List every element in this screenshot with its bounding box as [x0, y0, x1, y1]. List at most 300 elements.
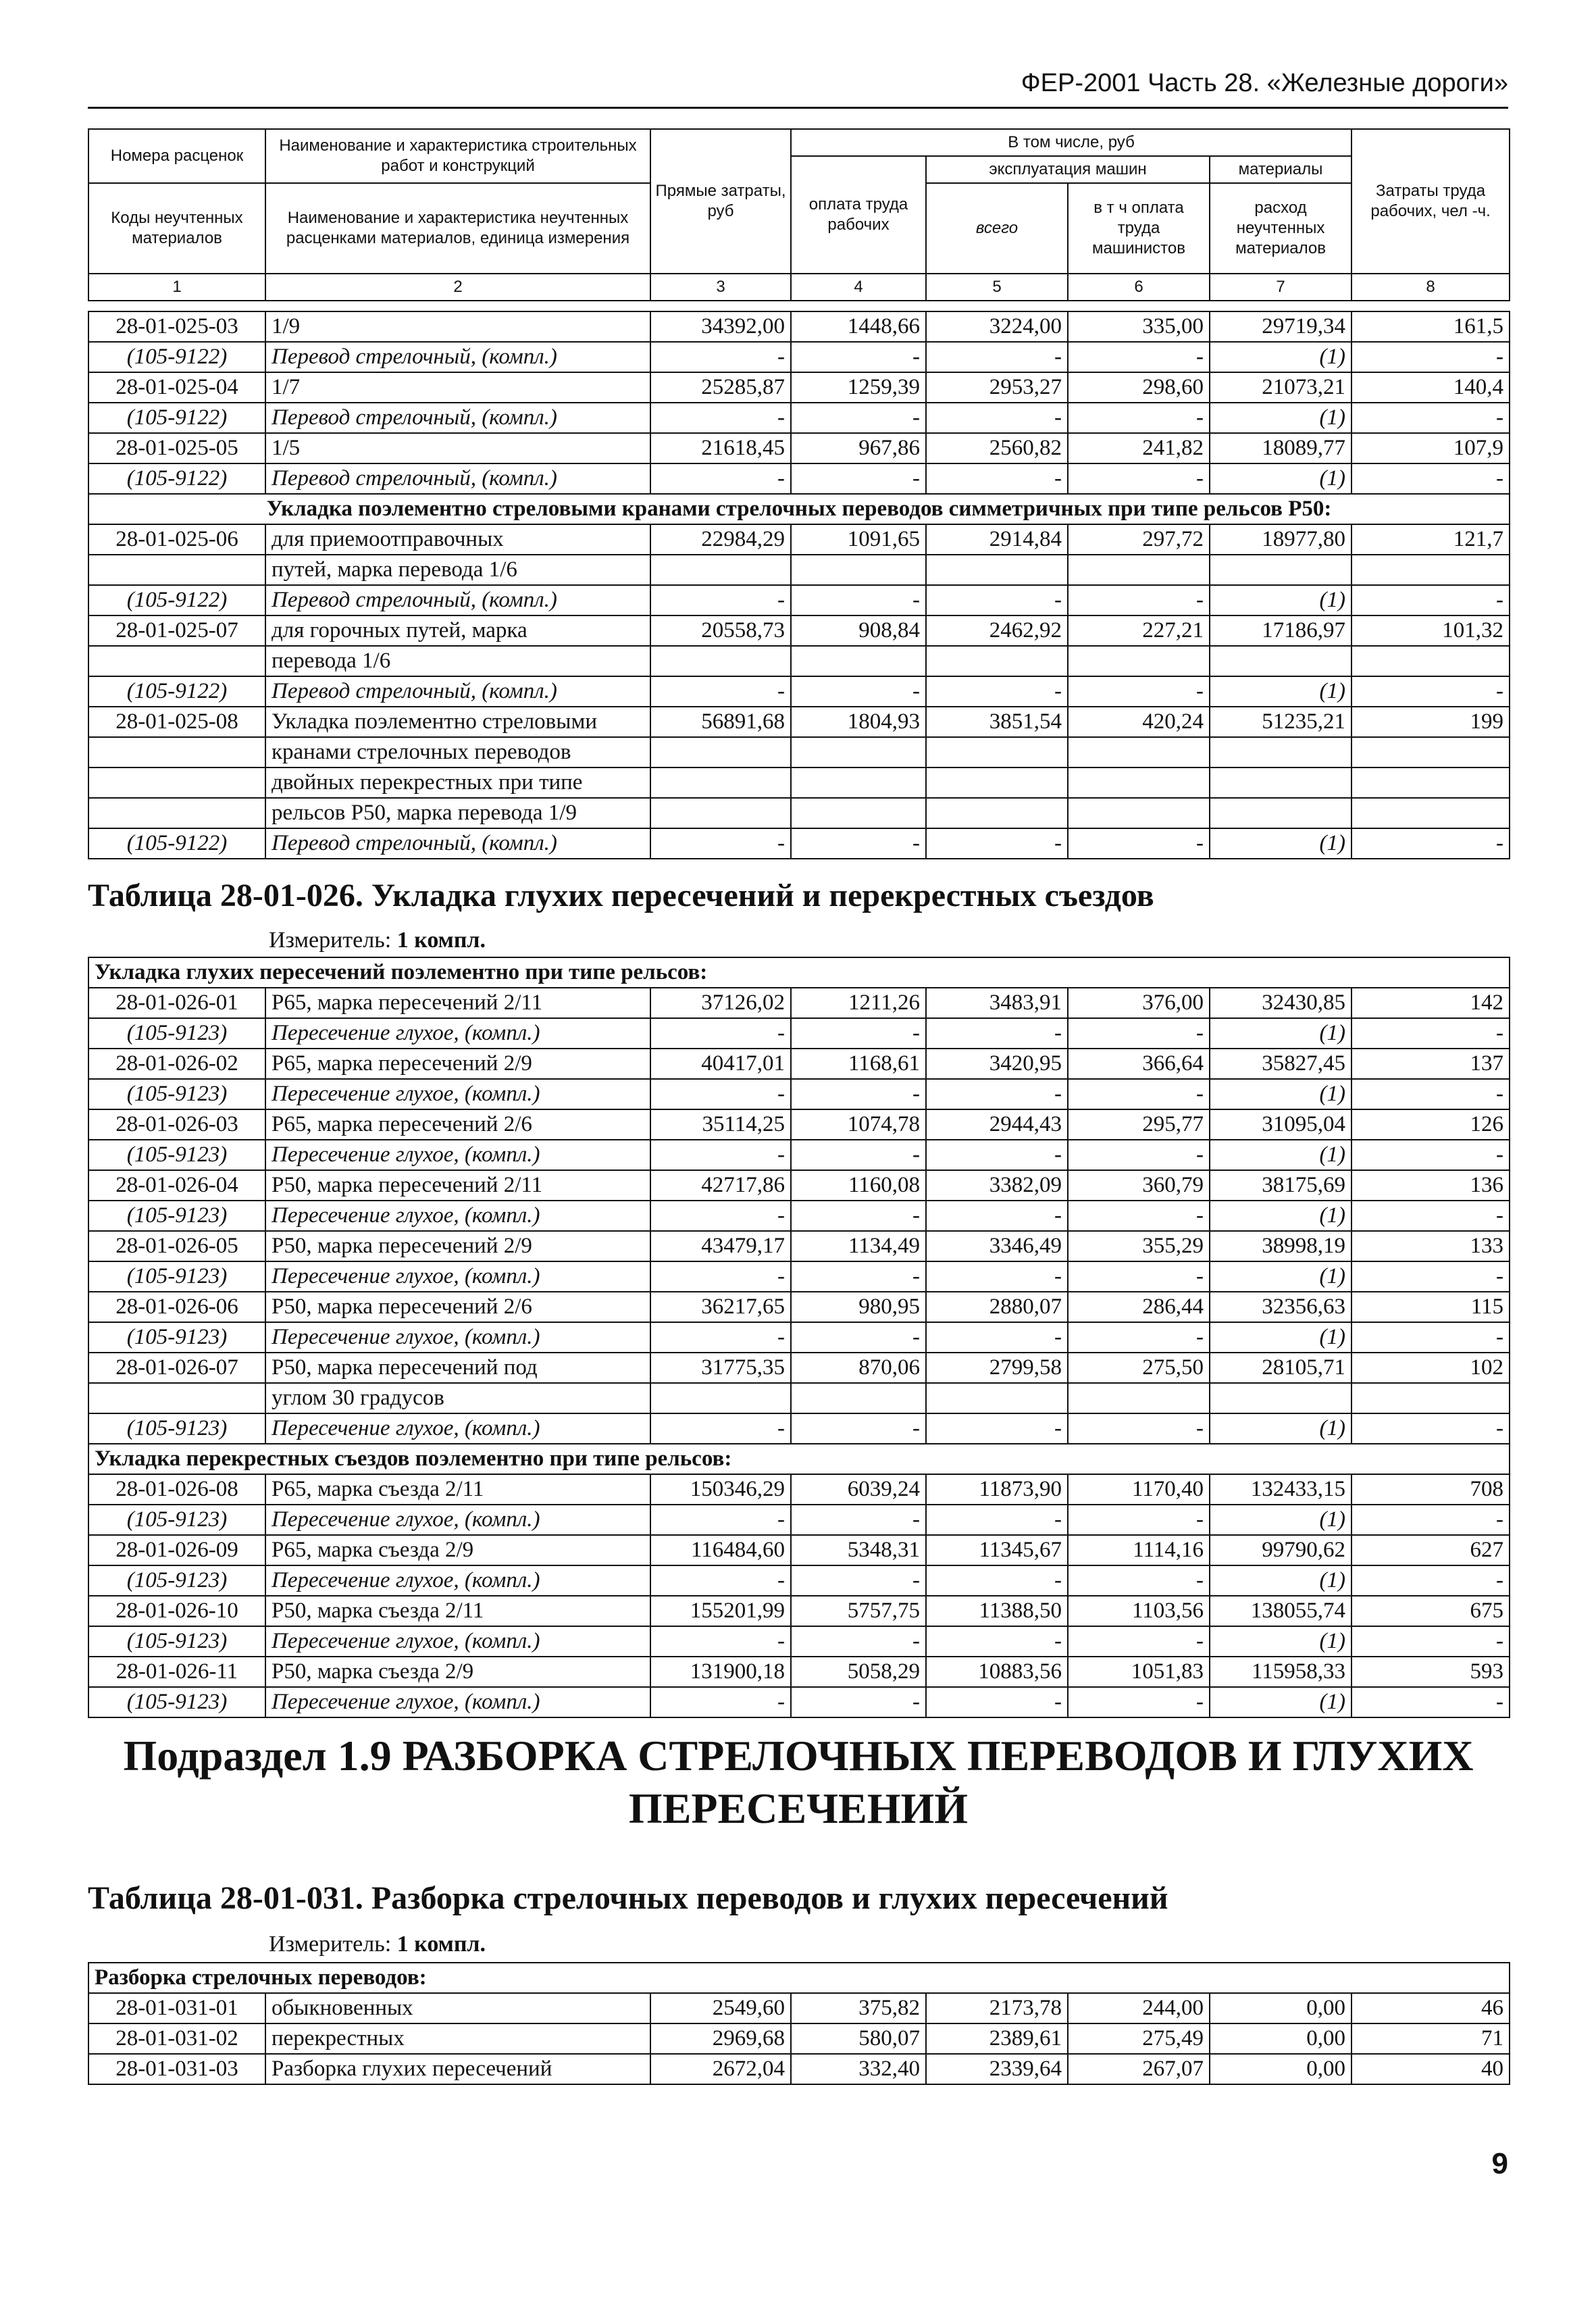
materials-cell: 17186,97 — [1210, 615, 1352, 646]
machinist-wages-cell: 295,77 — [1068, 1109, 1210, 1140]
empty-cell — [1210, 555, 1352, 585]
material-name: Пересечение глухое, (компл.) — [265, 1413, 650, 1444]
section-heading: Разборка стрелочных переводов: — [88, 1963, 1510, 1993]
subsection-heading-line2: ПЕРЕСЕЧЕНИЙ — [628, 1784, 969, 1832]
labor-hours-cell: - — [1352, 403, 1510, 433]
machinist-wages-cell: 1114,16 — [1068, 1535, 1210, 1565]
material-code: (105-9122) — [88, 463, 265, 494]
rate-name: Р65, марка пересечений 2/9 — [265, 1049, 650, 1079]
machinist-wages-cell: - — [1068, 1018, 1210, 1049]
wages-cell: 870,06 — [791, 1353, 926, 1383]
rate-row — [88, 1353, 1510, 1383]
machines-total-cell: 3224,00 — [926, 311, 1068, 342]
machinist-wages-cell: - — [1068, 1505, 1210, 1535]
direct-costs-cell: 2549,60 — [650, 1993, 791, 2023]
machines-total-cell: 3382,09 — [926, 1170, 1068, 1201]
materials-cell: 31095,04 — [1210, 1109, 1352, 1140]
document-title: ФЕР-2001 Часть 28. «Железные дороги» — [1021, 69, 1508, 97]
wages-cell: 6039,24 — [791, 1474, 926, 1505]
empty-cell — [1068, 646, 1210, 676]
table-026-title: Таблица 28-01-026. Укладка глухих пересечений и перекрестных съездов — [88, 878, 1154, 913]
column-number: 4 — [791, 274, 926, 301]
rate-name: Укладка поэлементно стреловыми — [265, 707, 650, 737]
materials-cell: (1) — [1210, 1322, 1352, 1353]
machines-total-cell: 2953,27 — [926, 372, 1068, 403]
rate-code: 28-01-025-08 — [88, 707, 265, 737]
header-material-consumption: расход неучтенных материалов — [1210, 183, 1352, 274]
direct-costs-cell: 116484,60 — [650, 1535, 791, 1565]
direct-costs-cell: - — [650, 1565, 791, 1596]
table-031-unit — [269, 1930, 486, 1959]
labor-hours-cell: 137 — [1352, 1049, 1510, 1079]
section-heading: Укладка поэлементно стреловыми кранами стрелочных переводов симметричных при типе рельсов Р50: — [88, 494, 1510, 524]
labor-hours-cell: - — [1352, 1322, 1510, 1353]
wages-cell: 908,84 — [791, 615, 926, 646]
rate-name: Р50, марка пересечений 2/9 — [265, 1231, 650, 1261]
empty-cell — [791, 1383, 926, 1413]
material-name: Перевод стрелочный, (компл.) — [265, 676, 650, 707]
rate-code: 28-01-026-07 — [88, 1353, 265, 1383]
header-material-names: Наименование и характеристика неучтенных расценками материалов, единица измерения — [265, 183, 650, 274]
wages-cell: 1074,78 — [791, 1109, 926, 1140]
machines-total-cell: 2944,43 — [926, 1109, 1068, 1140]
unit-value: 1 компл. — [396, 928, 486, 953]
rate-code: 28-01-026-06 — [88, 1292, 265, 1322]
unit-label: Измеритель: — [269, 928, 392, 953]
materials-cell: (1) — [1210, 828, 1352, 859]
direct-costs-cell: - — [650, 1201, 791, 1231]
wages-cell: - — [791, 1079, 926, 1109]
direct-costs-cell: 40417,01 — [650, 1049, 791, 1079]
header-machines-total: всего — [926, 183, 1068, 274]
empty-cell — [1210, 646, 1352, 676]
machinist-wages-cell: 355,29 — [1068, 1231, 1210, 1261]
material-code: (105-9123) — [88, 1261, 265, 1292]
direct-costs-cell: 34392,00 — [650, 311, 791, 342]
rate-code: 28-01-026-01 — [88, 988, 265, 1018]
rate-code: 28-01-025-07 — [88, 615, 265, 646]
rate-row — [88, 707, 1510, 737]
empty-cell — [1068, 737, 1210, 768]
machinist-wages-cell: - — [1068, 1565, 1210, 1596]
wages-cell: 1168,61 — [791, 1049, 926, 1079]
material-row — [88, 828, 1510, 859]
column-number: 5 — [926, 274, 1068, 301]
wages-cell: - — [791, 1140, 926, 1170]
material-name: Пересечение глухое, (компл.) — [265, 1626, 650, 1657]
column-number: 2 — [265, 274, 650, 301]
machinist-wages-cell: - — [1068, 342, 1210, 372]
rate-row — [88, 988, 1510, 1018]
column-number: 3 — [650, 274, 791, 301]
labor-hours-cell: 133 — [1352, 1231, 1510, 1261]
rate-name: для приемоотправочных — [265, 524, 650, 555]
labor-hours-cell: - — [1352, 1626, 1510, 1657]
wages-cell: 332,40 — [791, 2054, 926, 2084]
direct-costs-cell: 42717,86 — [650, 1170, 791, 1201]
table-031-title: Таблица 28-01-031. Разборка стрелочных переводов и глухих пересечений — [88, 1880, 1168, 1916]
wages-cell: 5348,31 — [791, 1535, 926, 1565]
materials-cell: 51235,21 — [1210, 707, 1352, 737]
material-code: (105-9123) — [88, 1413, 265, 1444]
machinist-wages-cell: 1051,83 — [1068, 1657, 1210, 1687]
rate-row — [88, 2023, 1510, 2054]
wages-cell: - — [791, 463, 926, 494]
materials-cell: (1) — [1210, 1565, 1352, 1596]
material-name: Перевод стрелочный, (компл.) — [265, 342, 650, 372]
machinist-wages-cell: 376,00 — [1068, 988, 1210, 1018]
machinist-wages-cell: 420,24 — [1068, 707, 1210, 737]
unit-value: 1 компл. — [396, 1932, 486, 1957]
empty-cell — [791, 768, 926, 798]
empty-cell — [1352, 798, 1510, 828]
wages-cell: 375,82 — [791, 1993, 926, 2023]
machines-total-cell: 3483,91 — [926, 988, 1068, 1018]
wages-cell: - — [791, 1201, 926, 1231]
material-code: (105-9123) — [88, 1018, 265, 1049]
material-name: Пересечение глухое, (компл.) — [265, 1505, 650, 1535]
empty-cell — [926, 768, 1068, 798]
direct-costs-cell: 56891,68 — [650, 707, 791, 737]
empty-cell — [1210, 798, 1352, 828]
materials-cell: 18977,80 — [1210, 524, 1352, 555]
machinist-wages-cell: - — [1068, 463, 1210, 494]
labor-hours-cell: 40 — [1352, 2054, 1510, 2084]
wages-cell: 1160,08 — [791, 1170, 926, 1201]
labor-hours-cell: - — [1352, 1201, 1510, 1231]
empty-cell — [650, 798, 791, 828]
empty-cell — [1352, 555, 1510, 585]
column-number: 7 — [1210, 274, 1352, 301]
material-row — [88, 1261, 1510, 1292]
empty-cell — [791, 555, 926, 585]
material-row — [88, 1565, 1510, 1596]
rate-name-continuation-row — [88, 555, 1510, 585]
labor-hours-cell: 126 — [1352, 1109, 1510, 1140]
direct-costs-cell: - — [650, 403, 791, 433]
materials-cell: (1) — [1210, 1201, 1352, 1231]
material-name: Пересечение глухое, (компл.) — [265, 1261, 650, 1292]
material-name: Перевод стрелочный, (компл.) — [265, 828, 650, 859]
section-row — [88, 957, 1510, 988]
material-code: (105-9123) — [88, 1140, 265, 1170]
machinist-wages-cell: - — [1068, 1140, 1210, 1170]
section-heading: Укладка глухих пересечений поэлементно при типе рельсов: — [88, 957, 1510, 988]
machines-total-cell: 2799,58 — [926, 1353, 1068, 1383]
labor-hours-cell: 115 — [1352, 1292, 1510, 1322]
empty-cell — [791, 737, 926, 768]
wages-cell: - — [791, 1687, 926, 1717]
machinist-wages-cell: 286,44 — [1068, 1292, 1210, 1322]
rate-code: 28-01-026-08 — [88, 1474, 265, 1505]
direct-costs-cell: 131900,18 — [650, 1657, 791, 1687]
machines-total-cell: - — [926, 1565, 1068, 1596]
wages-cell: - — [791, 828, 926, 859]
materials-cell: 38998,19 — [1210, 1231, 1352, 1261]
material-row — [88, 342, 1510, 372]
machines-total-cell: - — [926, 1018, 1068, 1049]
empty-cell — [926, 1383, 1068, 1413]
empty-cell — [650, 737, 791, 768]
materials-cell: (1) — [1210, 1261, 1352, 1292]
rate-name: 1/9 — [265, 311, 650, 342]
machines-total-cell: 10883,56 — [926, 1657, 1068, 1687]
empty-cell — [650, 1383, 791, 1413]
materials-cell: (1) — [1210, 1079, 1352, 1109]
material-row — [88, 463, 1510, 494]
direct-costs-cell: - — [650, 1626, 791, 1657]
material-name: Перевод стрелочный, (компл.) — [265, 585, 650, 615]
materials-cell: 0,00 — [1210, 1993, 1352, 2023]
rate-name: двойных перекрестных при типе — [265, 768, 650, 798]
labor-hours-cell: 71 — [1352, 2023, 1510, 2054]
labor-hours-cell: - — [1352, 585, 1510, 615]
materials-cell: (1) — [1210, 1140, 1352, 1170]
material-row — [88, 1413, 1510, 1444]
empty-cell — [1068, 1383, 1210, 1413]
section-row — [88, 494, 1510, 524]
rate-row — [88, 1993, 1510, 2023]
rate-name: Р50, марка пересечений под — [265, 1353, 650, 1383]
rate-code: 28-01-026-04 — [88, 1170, 265, 1201]
direct-costs-cell: 150346,29 — [650, 1474, 791, 1505]
rate-code: 28-01-026-03 — [88, 1109, 265, 1140]
section-row — [88, 1444, 1510, 1474]
rate-row — [88, 372, 1510, 403]
material-code: (105-9122) — [88, 342, 265, 372]
empty-cell — [88, 1383, 265, 1413]
labor-hours-cell: - — [1352, 1140, 1510, 1170]
empty-cell — [926, 737, 1068, 768]
materials-cell: (1) — [1210, 585, 1352, 615]
empty-cell — [926, 798, 1068, 828]
rate-name: Р65, марка пересечений 2/6 — [265, 1109, 650, 1140]
wages-cell: 1211,26 — [791, 988, 926, 1018]
header-labor-costs: Затраты труда рабочих, чел -ч. — [1352, 129, 1510, 274]
wages-cell: - — [791, 585, 926, 615]
machinist-wages-cell: 227,21 — [1068, 615, 1210, 646]
empty-cell — [650, 768, 791, 798]
materials-cell: 138055,74 — [1210, 1596, 1352, 1626]
materials-cell: (1) — [1210, 403, 1352, 433]
machines-total-cell: - — [926, 1140, 1068, 1170]
material-code: (105-9122) — [88, 828, 265, 859]
direct-costs-cell: 21618,45 — [650, 433, 791, 463]
labor-hours-cell: 46 — [1352, 1993, 1510, 2023]
machinist-wages-cell: 297,72 — [1068, 524, 1210, 555]
wages-cell: 1091,65 — [791, 524, 926, 555]
machinist-wages-cell: - — [1068, 1261, 1210, 1292]
material-row — [88, 585, 1510, 615]
rate-name-continuation-row — [88, 737, 1510, 768]
direct-costs-cell: - — [650, 1505, 791, 1535]
direct-costs-cell: - — [650, 1018, 791, 1049]
direct-costs-cell: - — [650, 1261, 791, 1292]
materials-cell: (1) — [1210, 1626, 1352, 1657]
header-materials: материалы — [1210, 156, 1352, 183]
wages-cell: - — [791, 342, 926, 372]
direct-costs-cell: - — [650, 342, 791, 372]
empty-cell — [1068, 798, 1210, 828]
rate-name: Р50, марка съезда 2/9 — [265, 1657, 650, 1687]
materials-cell: 28105,71 — [1210, 1353, 1352, 1383]
wages-cell: 1448,66 — [791, 311, 926, 342]
empty-cell — [1352, 1383, 1510, 1413]
rate-row — [88, 1170, 1510, 1201]
material-code: (105-9123) — [88, 1201, 265, 1231]
labor-hours-cell: 107,9 — [1352, 433, 1510, 463]
material-code: (105-9123) — [88, 1687, 265, 1717]
rate-name: Р50, марка съезда 2/11 — [265, 1596, 650, 1626]
rate-name: перекрестных — [265, 2023, 650, 2054]
column-numbers-row — [88, 274, 1510, 301]
materials-cell: (1) — [1210, 342, 1352, 372]
rate-row — [88, 433, 1510, 463]
rate-row — [88, 615, 1510, 646]
materials-cell: 18089,77 — [1210, 433, 1352, 463]
rate-name: путей, марка перевода 1/6 — [265, 555, 650, 585]
machines-total-cell: - — [926, 403, 1068, 433]
direct-costs-cell: 2672,04 — [650, 2054, 791, 2084]
material-row — [88, 1140, 1510, 1170]
rate-name-continuation-row — [88, 798, 1510, 828]
header-rate-number: Номера расценок — [88, 129, 265, 183]
material-row — [88, 1079, 1510, 1109]
labor-hours-cell: 102 — [1352, 1353, 1510, 1383]
machinist-wages-cell: 335,00 — [1068, 311, 1210, 342]
header-machines: эксплуатация машин — [926, 156, 1210, 183]
machinist-wages-cell: 360,79 — [1068, 1170, 1210, 1201]
rate-name: кранами стрелочных переводов — [265, 737, 650, 768]
wages-cell: 5058,29 — [791, 1657, 926, 1687]
rate-code: 28-01-031-01 — [88, 1993, 265, 2023]
materials-cell: (1) — [1210, 1687, 1352, 1717]
machinist-wages-cell: 1103,56 — [1068, 1596, 1210, 1626]
machinist-wages-cell: - — [1068, 1687, 1210, 1717]
labor-hours-cell: - — [1352, 1079, 1510, 1109]
direct-costs-cell: - — [650, 1322, 791, 1353]
labor-hours-cell: - — [1352, 1687, 1510, 1717]
labor-hours-cell: 675 — [1352, 1596, 1510, 1626]
page-number: 9 — [1491, 2147, 1508, 2180]
machinist-wages-cell: - — [1068, 1413, 1210, 1444]
material-name: Пересечение глухое, (компл.) — [265, 1201, 650, 1231]
direct-costs-cell: - — [650, 585, 791, 615]
material-row — [88, 1626, 1510, 1657]
material-name: Пересечение глухое, (компл.) — [265, 1687, 650, 1717]
machines-total-cell: - — [926, 1322, 1068, 1353]
labor-hours-cell: 627 — [1352, 1535, 1510, 1565]
machines-total-cell: - — [926, 676, 1068, 707]
labor-hours-cell: - — [1352, 1505, 1510, 1535]
machines-total-cell: 2339,64 — [926, 2054, 1068, 2084]
material-row — [88, 676, 1510, 707]
rate-name: Р65, марка пересечений 2/11 — [265, 988, 650, 1018]
machinist-wages-cell: 241,82 — [1068, 433, 1210, 463]
direct-costs-cell: 43479,17 — [650, 1231, 791, 1261]
machines-total-cell: 11388,50 — [926, 1596, 1068, 1626]
empty-cell — [1210, 768, 1352, 798]
rate-code: 28-01-026-11 — [88, 1657, 265, 1687]
materials-cell: (1) — [1210, 1018, 1352, 1049]
machinist-wages-cell: 267,07 — [1068, 2054, 1210, 2084]
labor-hours-cell: - — [1352, 1565, 1510, 1596]
wages-cell: - — [791, 403, 926, 433]
materials-cell: 99790,62 — [1210, 1535, 1352, 1565]
machinist-wages-cell: 298,60 — [1068, 372, 1210, 403]
machines-total-cell: - — [926, 1687, 1068, 1717]
machines-total-cell: 2560,82 — [926, 433, 1068, 463]
materials-cell: 32430,85 — [1210, 988, 1352, 1018]
empty-cell — [791, 646, 926, 676]
direct-costs-cell: 22984,29 — [650, 524, 791, 555]
labor-hours-cell: - — [1352, 342, 1510, 372]
machines-total-cell: 3851,54 — [926, 707, 1068, 737]
labor-hours-cell: - — [1352, 1413, 1510, 1444]
rate-name-continuation-row — [88, 1383, 1510, 1413]
machinist-wages-cell: - — [1068, 676, 1210, 707]
empty-cell — [791, 798, 926, 828]
machinist-wages-cell: 244,00 — [1068, 1993, 1210, 2023]
rate-name: для горочных путей, марка — [265, 615, 650, 646]
empty-cell — [88, 555, 265, 585]
direct-costs-cell: - — [650, 1687, 791, 1717]
rate-name: углом 30 градусов — [265, 1383, 650, 1413]
materials-cell: (1) — [1210, 676, 1352, 707]
material-row — [88, 403, 1510, 433]
materials-cell: (1) — [1210, 1505, 1352, 1535]
labor-hours-cell: 199 — [1352, 707, 1510, 737]
material-name: Пересечение глухое, (компл.) — [265, 1018, 650, 1049]
material-code: (105-9123) — [88, 1079, 265, 1109]
rate-row — [88, 1049, 1510, 1079]
material-row — [88, 1201, 1510, 1231]
rate-name: Р65, марка съезда 2/11 — [265, 1474, 650, 1505]
subsection-heading-line1: Подраздел 1.9 РАЗБОРКА СТРЕЛОЧНЫХ ПЕРЕВОДОВ И ГЛУХИХ — [123, 1732, 1474, 1780]
empty-cell — [88, 768, 265, 798]
header-direct-costs: Прямые затраты, руб — [650, 129, 791, 274]
unit-label: Измеритель: — [269, 1932, 392, 1957]
machinist-wages-cell: - — [1068, 1626, 1210, 1657]
machines-total-cell: - — [926, 828, 1068, 859]
empty-cell — [88, 798, 265, 828]
material-name: Пересечение глухое, (компл.) — [265, 1079, 650, 1109]
direct-costs-cell: 2969,68 — [650, 2023, 791, 2054]
wages-cell: - — [791, 1413, 926, 1444]
rate-code: 28-01-025-04 — [88, 372, 265, 403]
machines-total-cell: - — [926, 1505, 1068, 1535]
rate-name: Р65, марка съезда 2/9 — [265, 1535, 650, 1565]
labor-hours-cell: 101,32 — [1352, 615, 1510, 646]
material-row — [88, 1018, 1510, 1049]
labor-hours-cell: 161,5 — [1352, 311, 1510, 342]
machinist-wages-cell: - — [1068, 1322, 1210, 1353]
header-work-name: Наименование и характеристика строительных работ и конструкций — [265, 129, 650, 183]
machines-total-cell: 2389,61 — [926, 2023, 1068, 2054]
machines-total-cell: 2914,84 — [926, 524, 1068, 555]
material-code: (105-9123) — [88, 1505, 265, 1535]
page-header — [88, 62, 1508, 109]
wages-cell: - — [791, 676, 926, 707]
rate-name: Разборка глухих пересечений — [265, 2054, 650, 2084]
material-code: (105-9122) — [88, 403, 265, 433]
labor-hours-cell: 708 — [1352, 1474, 1510, 1505]
wages-cell: - — [791, 1322, 926, 1353]
direct-costs-cell: - — [650, 828, 791, 859]
rate-name: Р50, марка пересечений 2/11 — [265, 1170, 650, 1201]
empty-cell — [650, 646, 791, 676]
wages-cell: - — [791, 1626, 926, 1657]
